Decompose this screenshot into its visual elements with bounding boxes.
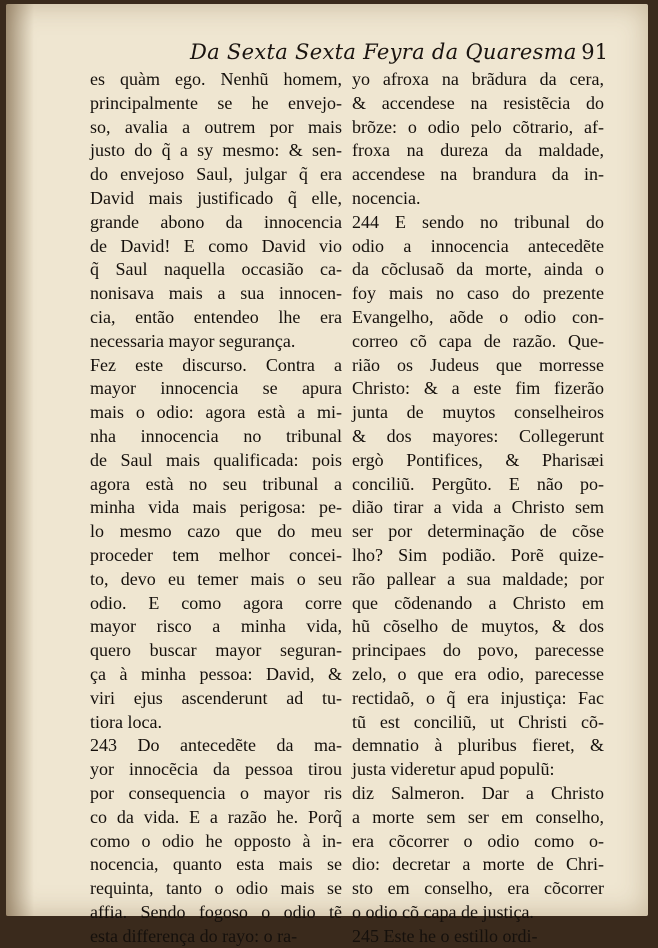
text-line: ergò Pontifices, & Pharisæi	[352, 449, 604, 470]
page-number: 91	[581, 40, 608, 64]
text-line: nonisava mais a sua innocen-	[90, 283, 342, 304]
text-line: conciliũ. Pergũto. E não po-	[352, 473, 604, 494]
text-line: proceder tem melhor concei-	[90, 544, 342, 565]
text-line: dião tirar a vida a Christo sem	[352, 497, 604, 518]
text-line: Fez este discurso. Contra a	[90, 354, 342, 375]
text-line: rectidaõ, o q̃ era injustiça: Fac	[352, 687, 604, 708]
text-line: lho? Sim podião. Porẽ quize-	[352, 544, 604, 565]
text-line: por consequencia o mayor ris	[90, 782, 342, 803]
text-line: quero buscar mayor seguran-	[90, 640, 342, 661]
text-line: justo do q̃ a sy mesmo: & sen-	[90, 140, 342, 161]
text-line: nocencia, quanto esta mais se	[90, 854, 342, 875]
text-line: requinta, tanto o odio mais se	[90, 878, 342, 899]
text-line: agora està no seu tribunal a	[90, 473, 342, 494]
text-line: yor innocẽcia da pessoa tirou	[90, 759, 342, 780]
text-line: esta differença do rayo: o ra-	[90, 925, 298, 946]
text-line: nha innocencia no tribunal	[90, 425, 342, 446]
text-line: correo cõ capa de razão. Que-	[352, 330, 604, 351]
text-line: minha vida mais perigosa: pe-	[90, 497, 342, 518]
text-line: nocencia.	[352, 187, 421, 208]
book-page	[6, 4, 648, 946]
left-text-column	[90, 68, 342, 948]
text-line: diz Salmeron. Dar a Christo	[352, 782, 604, 803]
running-title: Da Sexta Sexta Feyra da Quaresma	[190, 40, 577, 64]
text-line: lo mesmo cazo que do meu	[90, 521, 342, 542]
text-line: mayor innocencia se apura	[90, 378, 342, 399]
text-line: da cõclusaõ da morte, ainda o	[352, 259, 604, 280]
text-line: viri ejus ascenderunt ad tu-	[90, 687, 342, 708]
text-line: rião os Judeus que morresse	[352, 354, 604, 375]
text-line: Christo: & a este fim fizerão	[352, 378, 604, 399]
text-line: cia, então entendeo lhe era	[90, 306, 342, 327]
text-line: que cõdenando a Christo em	[352, 592, 604, 613]
text-line: grande abono da innocencia	[90, 211, 342, 232]
text-line: q̃ Saul naquella occasião ca-	[90, 259, 342, 280]
text-line: 243 Do antecedẽte da ma-	[90, 735, 342, 756]
text-line: o odio cõ capa de justiça.	[352, 901, 534, 922]
text-line: do envejoso Saul, julgar q̃ era	[90, 164, 342, 185]
text-line: to, devo eu temer mais o seu	[90, 568, 342, 589]
text-line: principaes do povo, parecesse	[352, 640, 604, 661]
text-line: ça à minha pessoa: David, &	[90, 663, 342, 684]
text-line: necessaria mayor segurança.	[90, 330, 296, 351]
text-line: 244 E sendo no tribunal do	[352, 211, 604, 232]
page-gutter-shadow	[6, 4, 34, 916]
text-line: de Saul mais qualificada: pois	[90, 449, 342, 470]
text-line: accendese na brandura da in-	[352, 164, 604, 185]
text-line: sto em conselho, era cõcorrer	[352, 878, 604, 899]
text-line: tiora loca.	[90, 711, 162, 732]
text-line: junta de muytos conselheiros	[352, 402, 604, 423]
text-line: zelo, o que era odio, parecesse	[352, 663, 604, 684]
text-line: froxa na dureza da maldade,	[352, 140, 604, 161]
text-line: a morte sem ser em conselho,	[352, 806, 604, 827]
text-line: Evangelho, aõde o odio con-	[352, 306, 604, 327]
text-line: tũ est conciliũ, ut Christi cõ-	[352, 711, 604, 732]
text-line: principalmente se he envejo-	[90, 92, 342, 113]
text-line: demnatio à pluribus fieret, &	[352, 735, 604, 756]
text-line: & dos mayores: Collegerunt	[352, 425, 604, 446]
text-line: es quàm ego. Nenhũ homem,	[90, 69, 342, 89]
text-line: brõze: o odio pelo cõtrario, af-	[352, 116, 604, 137]
text-line: yo afroxa na brãdura da cera,	[352, 69, 604, 89]
text-line: co da vida. E a razão he. Porq̃	[90, 806, 342, 827]
page-header	[190, 40, 610, 70]
text-line: justa videretur apud populũ:	[352, 759, 555, 780]
right-text-column	[352, 68, 604, 948]
text-line: hũ cõselho de muytos, & dos	[352, 616, 604, 637]
text-line: odio. E como agora corre	[90, 592, 342, 613]
text-line: mayor risco a minha vida,	[90, 616, 342, 637]
text-line: & accendese na resistẽcia do	[352, 92, 604, 113]
text-line: era cõcorrer o odio como o-	[352, 830, 604, 851]
text-line: de David! E como David vio	[90, 235, 342, 256]
text-line: so, avalia a outrem por mais	[90, 116, 342, 137]
text-line: 245 Este he o estillo ordi-	[352, 925, 538, 946]
text-line: dio: decretar a morte de Chri-	[352, 854, 604, 875]
text-line: rão pallear a sua maldade; por	[352, 568, 604, 589]
text-line: odio a innocencia antecedẽte	[352, 235, 604, 256]
text-line: foy mais no caso do prezente	[352, 283, 604, 304]
text-line: ser por determinação de cõse	[352, 521, 604, 542]
text-line: affia. Sendo fogoso o odio tẽ	[90, 901, 342, 922]
text-line: David mais justificado q̃ elle,	[90, 187, 342, 208]
text-line: como o odio he opposto à in-	[90, 830, 342, 851]
text-line: mais o odio: agora està a mi-	[90, 402, 342, 423]
